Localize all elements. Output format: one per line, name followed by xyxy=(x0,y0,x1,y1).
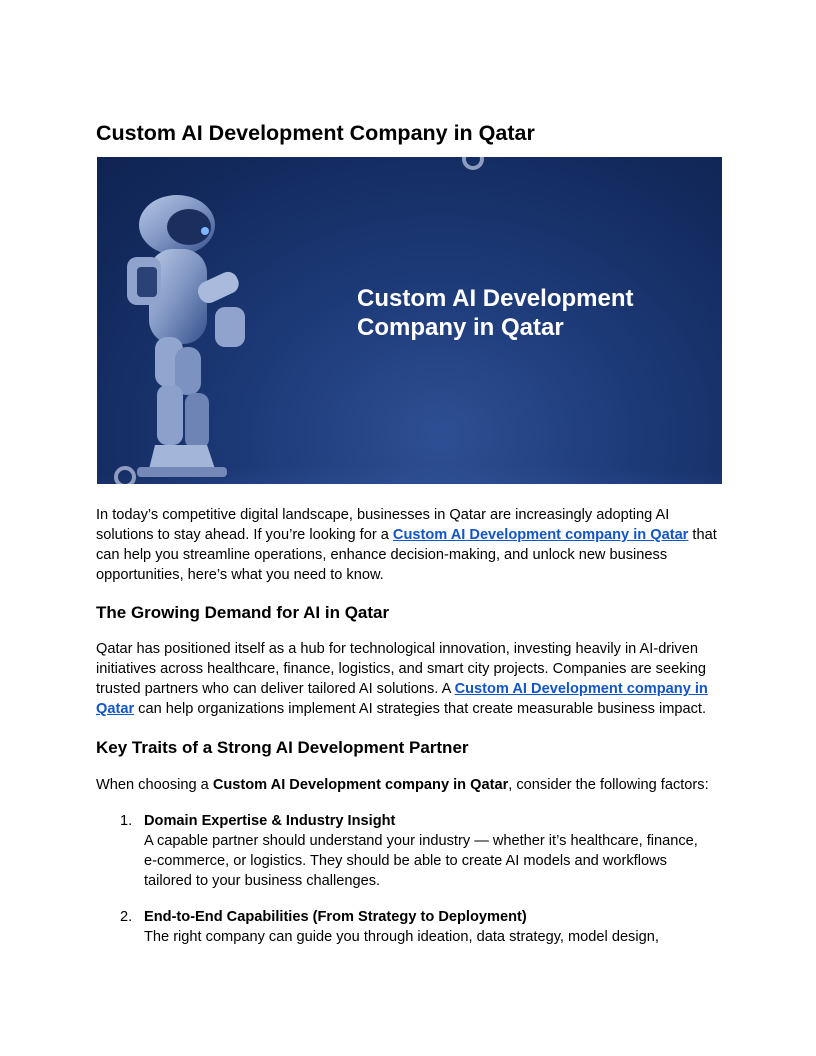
section-heading: The Growing Demand for AI in Qatar xyxy=(96,603,390,622)
banner-title-line: Custom AI Development xyxy=(357,285,634,312)
banner-title-line: Company in Qatar xyxy=(357,314,564,341)
list-item-title: Domain Expertise & Industry Insight xyxy=(144,813,396,829)
banner-title xyxy=(357,284,633,342)
list-number: 2. xyxy=(120,909,133,925)
robot-figure xyxy=(127,195,245,477)
intro-text: that can help you streamline operations, enhance decision-making, and unlock new business opportunities, here’s what you need to know. xyxy=(96,527,717,583)
emphasis-text: Custom AI Development company in Qatar xyxy=(212,777,509,793)
section-text: , consider the following factors: xyxy=(508,777,709,793)
section-heading: Key Traits of a Strong AI Development Partner xyxy=(96,738,469,757)
custom-ai-link[interactable]: Custom AI Development company in Qatar xyxy=(96,681,708,717)
section-intro xyxy=(96,775,722,795)
list-item-title: End-to-End Capabilities (From Strategy to Deployment) xyxy=(144,909,527,925)
hero-banner-image xyxy=(97,157,722,484)
page-title: Custom AI Development Company in Qatar xyxy=(96,121,535,145)
section-paragraph xyxy=(96,639,722,719)
section-text: Qatar has positioned itself as a hub for technological innovation, investing heavily in AI-driven initiatives across healthcare, finance, logistics, and smart city projects. Companies are seeking trusted partners who can deliver tailored AI solutions. A xyxy=(96,641,706,697)
section-text: can help organizations implement AI strategies that create measurable business impact. xyxy=(134,701,707,717)
intro-text: In today’s competitive digital landscape, businesses in Qatar are increasingly adopting AI solutions to stay ahead. If you’re looking for a xyxy=(96,507,670,543)
list-number: 1. xyxy=(120,813,133,829)
list-item-text: The right company can guide you through ideation, data strategy, model design, xyxy=(144,929,659,945)
intro-paragraph xyxy=(96,505,722,585)
ring-decoration xyxy=(464,157,482,168)
list-item-text: A capable partner should understand your industry — whether it’s healthcare, finance, e-commerce, or logistics. They should be able to create AI models and workflows tailored to your business challenges. xyxy=(144,833,698,889)
custom-ai-link[interactable]: Custom AI Development company in Qatar xyxy=(392,527,689,543)
section-text: When choosing a xyxy=(96,777,213,793)
